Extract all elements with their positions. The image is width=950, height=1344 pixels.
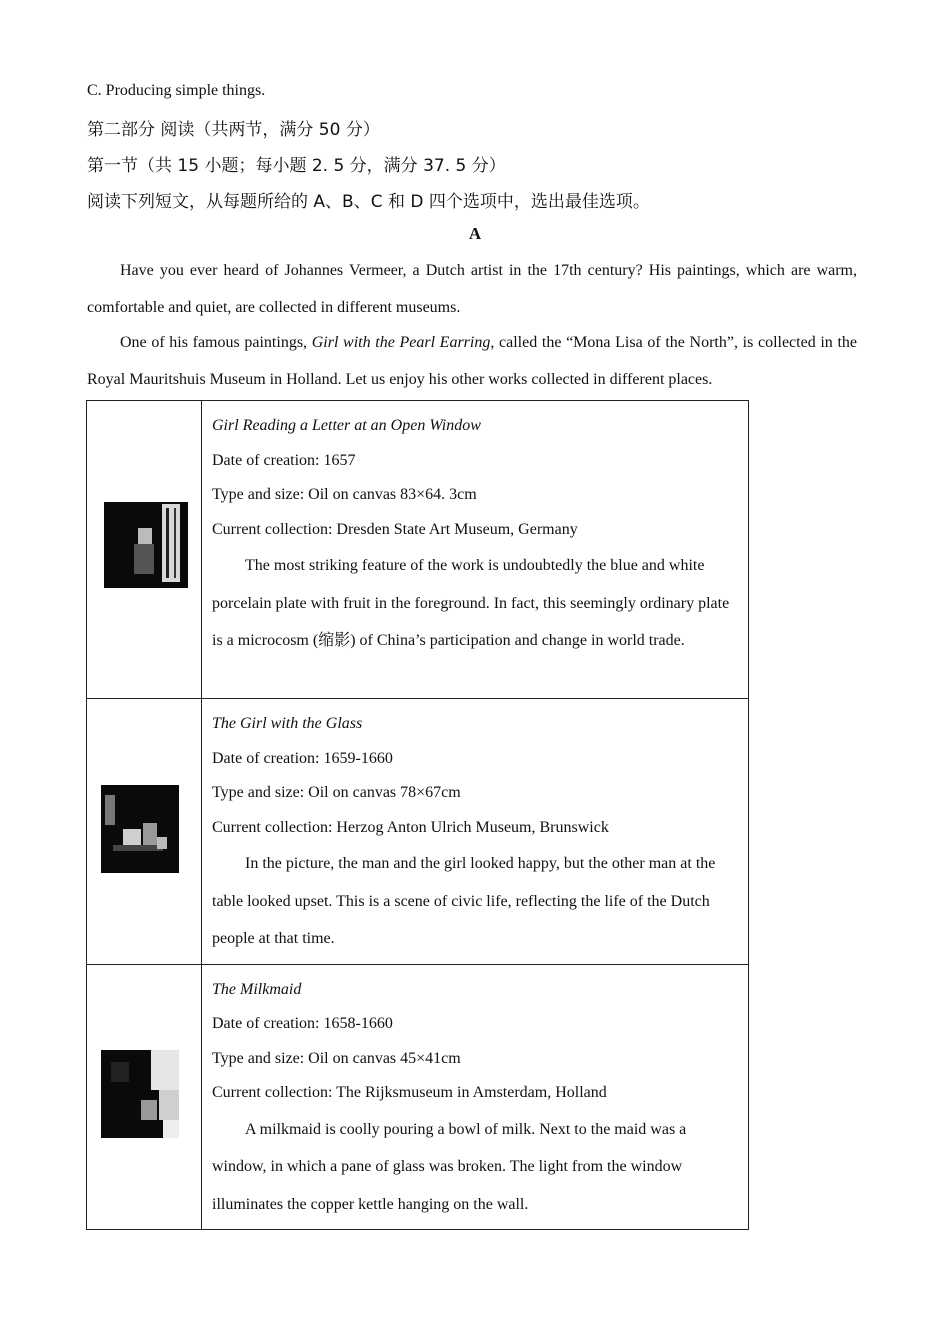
painting-thumbnail [104,500,188,588]
p2-after: , called the “Mona Lisa of the North”, is collected in the Royal Mauritshuis Museum in Holland. Let us enjoy his other works collected in different places. [87,334,858,388]
painting-type-size: Type and size: Oil on canvas 45×41cm [212,1049,461,1067]
painting-description: In the picture, the man and the girl looked happy, but the other man at the table looked upset. This is a scene of civic life, reflecting the life of the Dutch people at that time. [212,855,716,947]
painting-info [202,401,749,699]
p2-before: One of his famous paintings, [120,334,312,351]
painting-thumbnail [101,785,179,873]
painting-type-size: Type and size: Oil on canvas 83×64. 3cm [212,486,477,503]
painting-image-3 [101,1050,179,1138]
painting-date: Date of creation: 1658-1660 [212,1015,393,1032]
painting-title: Girl Reading a Letter at an Open Window [212,417,481,434]
section-title: 第一节（共 15 小题；每小题 2. 5 分，满分 37. 5 分） [87,156,506,176]
painting-image-1 [104,500,188,588]
passage-label: A [468,224,482,243]
image-cell [87,699,202,965]
painting-collection: Current collection: Herzog Anton Ulrich Museum, Brunswick [212,818,609,836]
paintings-table [86,400,749,1230]
option-c: C. Producing simple things. [87,82,266,99]
painting-description: The most striking feature of the work is undoubtedly the blue and white porcelain plate with fruit in the foreground. In fact, this seemingly ordinary plate is a microcosm (缩影) of China’s participation and change in world trade. [212,557,730,649]
instruction: 阅读下列短文，从每题所给的 A、B、C 和 D 四个选项中，选出最佳选项。 [87,192,650,212]
painting-image-2 [101,785,179,873]
part-title: 第二部分 阅读（共两节，满分 50 分） [87,120,380,140]
passage-paragraph-2 [87,324,857,398]
painting-title: The Girl with the Glass [212,715,363,732]
table-row [87,964,749,1230]
painting-collection: Current collection: Dresden State Art Museum, Germany [212,520,578,538]
passage-paragraph-1: Have you ever heard of Johannes Vermeer, a Dutch artist in the 17th century? His paintings, which are warm, comfortable and quiet, are collected in different museums. [87,262,857,316]
p2-painting-title: Girl with the Pearl Earring [311,334,491,351]
image-cell [87,401,202,699]
table-row [87,401,749,699]
painting-title: The Milkmaid [212,980,302,998]
painting-date: Date of creation: 1657 [212,451,356,469]
painting-type-size: Type and size: Oil on canvas 78×67cm [212,784,461,801]
table-row [87,699,749,965]
painting-date: Date of creation: 1659-1660 [212,749,393,767]
painting-thumbnail [101,1050,179,1138]
painting-description: A milkmaid is coolly pouring a bowl of milk. Next to the maid was a window, in which a pane of glass was broken. The light from the window illuminates the copper kettle hanging on the wall. [212,1120,687,1213]
painting-info [202,964,749,1230]
painting-info [202,699,749,965]
painting-collection: Current collection: The Rijksmuseum in Amsterdam, Holland [212,1084,607,1101]
image-cell [87,964,202,1230]
